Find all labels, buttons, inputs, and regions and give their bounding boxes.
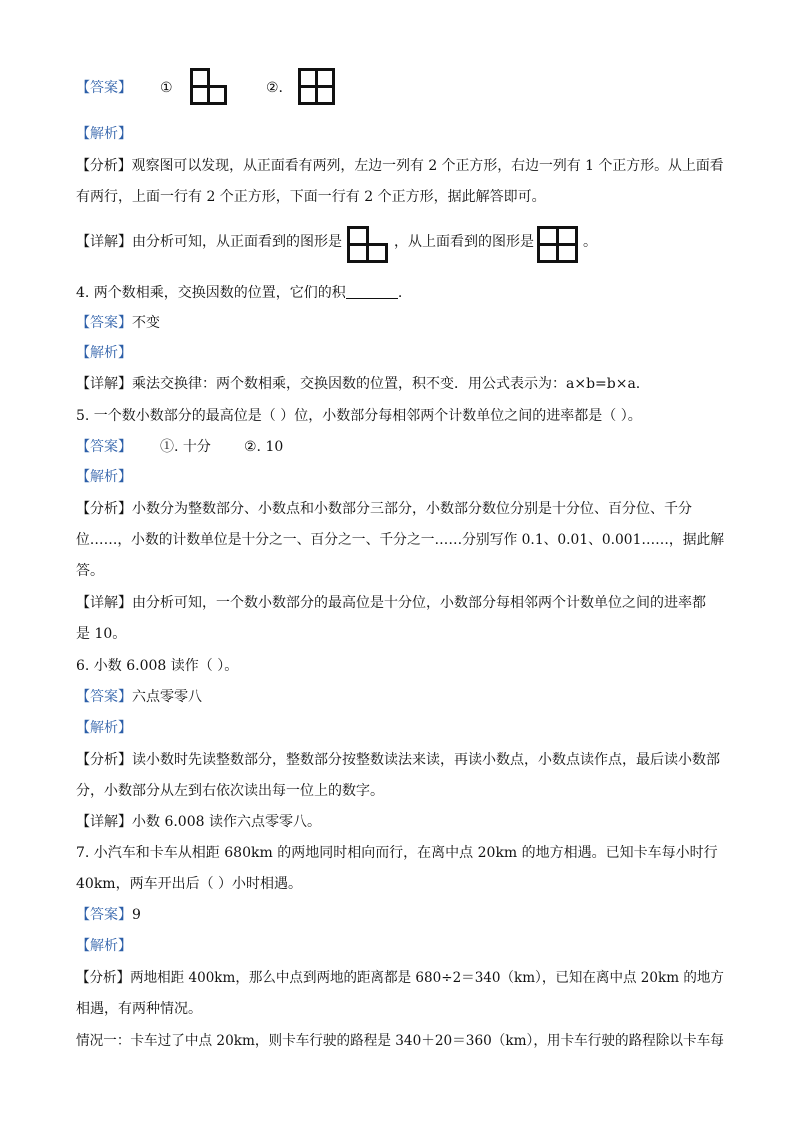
fenxi-tag: 【分析】 <box>76 752 132 768</box>
jiexi-tag: 【解析】 <box>76 345 132 361</box>
q6-answer <box>76 687 202 707</box>
jiexi-tag: 【解析】 <box>76 720 132 736</box>
q3-xiangjie-text2: ，从上面看到的图形是 <box>394 234 534 250</box>
square <box>207 85 227 105</box>
q7-fenxi-text1: 两地相距 400km，那么中点到两地的距离都是 680÷2＝340（km），已知在离中点 20km 的地方 <box>130 970 724 986</box>
front-view-figure <box>190 68 236 108</box>
square <box>315 85 335 105</box>
q5-fenxi-line1 <box>76 499 692 519</box>
q5-answer1: ①. 十分 <box>160 439 211 455</box>
q7-fenxi-line1 <box>76 968 724 988</box>
answer-tag: 【答案】 <box>76 907 132 923</box>
square <box>556 243 578 263</box>
q5-answer2: ②. 10 <box>244 439 284 455</box>
q4-xiangjie <box>76 374 640 394</box>
q6-jiexi <box>76 718 132 738</box>
answer-tag: 【答案】 <box>76 439 132 455</box>
q5-xiangjie-text1: 由分析可知，一个数小数部分的最高位是十分位，小数部分每相邻两个计数单位之间的进率都 <box>132 595 706 611</box>
xiangjie-tag: 【详解】 <box>76 234 132 250</box>
fenxi-tag: 【分析】 <box>76 970 131 986</box>
square <box>366 243 388 263</box>
jiexi-tag: 【解析】 <box>76 126 132 142</box>
answer-tag: 【答案】 <box>76 315 132 331</box>
q6-xiangjie <box>76 812 321 832</box>
q7-fenxi-line2: 相遇，有两种情况。 <box>76 1001 202 1017</box>
q5-fenxi-text1: 小数分为整数部分、小数点和小数部分三部分，小数部分数位分别是十分位、百分位、千分 <box>132 501 692 517</box>
fenxi-tag: 【分析】 <box>76 158 132 174</box>
q3-fenxi-text1: 观察图可以发现，从正面看有两列，左边一列有 2 个正方形，右边一列有 1 个正方形。从上面看 <box>131 158 724 174</box>
q3-fenxi-line2: 有两行，上面一行有 2 个正方形，下面一行有 2 个正方形，据此解答即可。 <box>76 189 546 205</box>
jiexi-tag: 【解析】 <box>76 469 132 485</box>
jiexi-tag: 【解析】 <box>76 938 132 954</box>
q5-xiangjie-line2: 是 10。 <box>76 626 127 642</box>
q7-answer-text: 9 <box>132 907 141 923</box>
q6-answer-text: 六点零零八 <box>132 689 202 705</box>
q7-question-line2: 40km，两车开出后（ ）小时相遇。 <box>76 876 303 892</box>
q3-choice2-label: ②. <box>266 80 284 96</box>
q4-question-end: . <box>397 285 403 301</box>
q4-answer <box>76 313 160 333</box>
q3-fenxi-line1 <box>76 156 724 176</box>
q3-choice1-label: ① <box>160 80 173 96</box>
q4-jiexi <box>76 343 132 363</box>
q4-xiangjie-text: 乘法交换律：两个数相乘，交换因数的位置，积不变．用公式表示为：a×b=b×a. <box>132 376 641 392</box>
xiangjie-tag: 【详解】 <box>76 814 132 830</box>
q7-jiexi <box>76 936 132 956</box>
q6-question: 6. 小数 6.008 读作（ ）。 <box>76 658 239 674</box>
q6-fenxi-line1 <box>76 750 720 770</box>
q6-fenxi-line2: 分，小数部分从左到右依次读出每一位上的数字。 <box>76 783 384 799</box>
q7-answer <box>76 905 141 925</box>
q7-case1: 情况一：卡车过了中点 20km，则卡车行驶的路程是 340＋20＝360（km），用卡车行驶的路程除以卡车每 <box>76 1033 724 1049</box>
q5-jiexi <box>76 467 132 487</box>
q4-answer-text: 不变 <box>132 315 160 331</box>
inline-top-view-figure <box>537 226 581 266</box>
q3-xiangjie-text1: 由分析可知，从正面看到的图形是 <box>132 234 342 250</box>
q4-question <box>76 283 402 303</box>
q4-question-text: 4. 两个数相乘，交换因数的位置，它们的积 <box>76 285 346 301</box>
fenxi-tag: 【分析】 <box>76 501 132 517</box>
inline-front-view-figure <box>347 226 393 266</box>
q5-xiangjie-line1 <box>76 593 706 613</box>
top-view-figure <box>298 68 340 108</box>
answer-tag: 【答案】 <box>76 689 132 705</box>
q3-answer-row <box>76 78 132 98</box>
q3-xiangjie-line <box>76 232 342 252</box>
answer-tag: 【答案】 <box>76 80 132 96</box>
xiangjie-tag: 【详解】 <box>76 376 132 392</box>
q5-question: 5. 一个数小数部分的最高位是（ ）位，小数部分每相邻两个计数单位之间的进率都是（ ）。 <box>76 408 642 424</box>
q6-fenxi-text1: 读小数时先读整数部分，整数部分按整数读法来读，再读小数点，小数点读作点，最后读小数部 <box>132 752 720 768</box>
q5-fenxi-line3: 答。 <box>76 563 104 579</box>
q3-jiexi <box>76 124 132 144</box>
q5-fenxi-line2: 位……，小数的计数单位是十分之一、百分之一、千分之一……分别写作 0.1、0.01、0.001……，据此解 <box>76 532 725 548</box>
answer-blank <box>346 284 398 299</box>
xiangjie-tag: 【详解】 <box>76 595 132 611</box>
q5-answer <box>76 437 132 457</box>
q6-xiangjie-text: 小数 6.008 读作六点零零八。 <box>132 814 321 830</box>
q7-question-line1: 7. 小汽车和卡车从相距 680km 的两地同时相向而行，在离中点 20km 的地方相遇。已知卡车每小时行 <box>76 845 718 861</box>
q3-xiangjie-text3: 。 <box>583 234 597 250</box>
